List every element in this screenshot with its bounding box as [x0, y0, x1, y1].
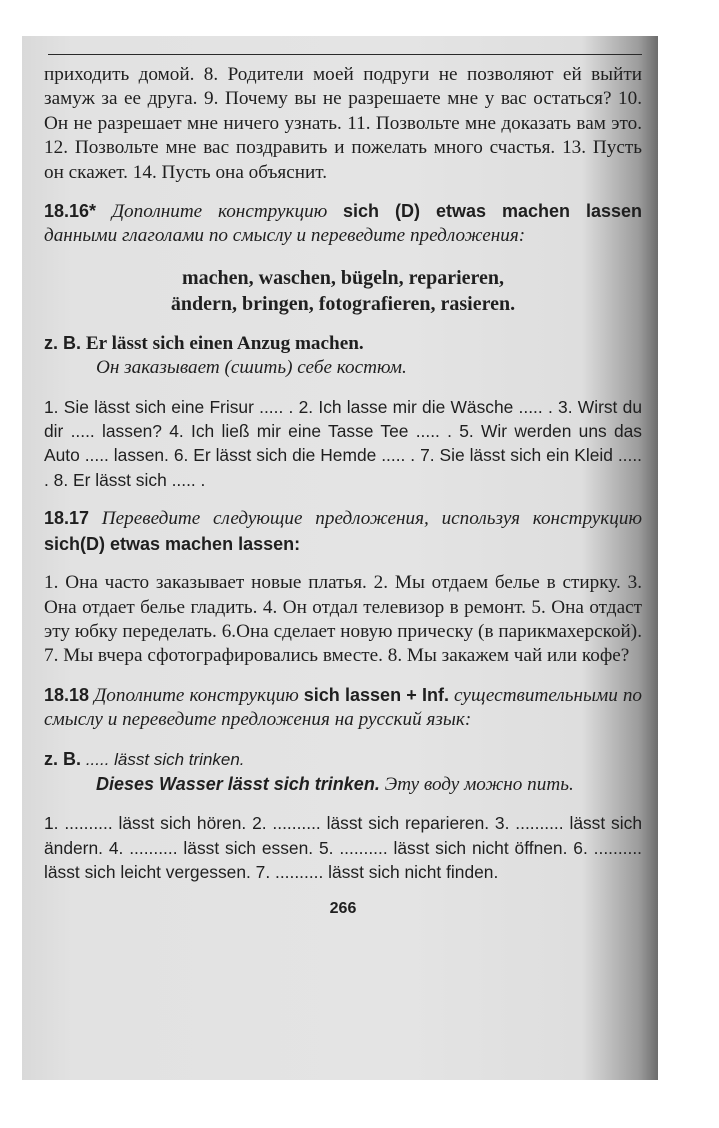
book-page [44, 42, 642, 921]
instruction-part-a: Дополните конструкцию [111, 201, 328, 223]
example-label: z. B. [44, 332, 82, 353]
example-translation: Эту воду можно пить. [384, 773, 574, 795]
exercise-18-16 [44, 199, 642, 492]
verb-list-line-2: ändern, bringen, fotografieren, rasieren. [170, 292, 516, 315]
top-rule [48, 54, 642, 55]
exercise-heading [44, 683, 642, 733]
example-prompt: ..... lässt sich trinken. [85, 749, 245, 769]
exercise-heading [44, 506, 642, 557]
exercise-heading [44, 199, 642, 249]
example-translation: Он заказывает (сшить) себе костюм. [96, 357, 407, 379]
exercise-18-18 [44, 683, 642, 885]
instruction-part-a: Переведите следующие предложения, используя конструкцию [101, 508, 642, 530]
example-label: z. B. [44, 748, 82, 769]
exercise-sentences: 1. Она часто заказывает новые платья. 2. Мы отдаем белье в стирку. 3. Она отдает белье гладить. 4. Он отдал телевизор в ремонт. 5. Она отдаст эту юбку переделать. 6.Она сделает новую прическу (в парикмахерской). 7. Мы вчера сфотографировались вместе. 8. Мы закажем чай или кофе? [44, 572, 642, 667]
example-sentence: Er lässt sich einen Anzug machen. [85, 332, 364, 354]
construction: sich lassen + Inf. [303, 684, 450, 705]
construction: sich (D) etwas machen lassen [343, 201, 642, 222]
example-block [44, 331, 642, 381]
carryover-paragraph: приходить домой. 8. Родители моей подруги не позволяют ей выйти замуж за ее друга. 9. Почему вы не разрешаете мне у вас остаться? 10. Он не разрешает мне ничего узнать. 11. Позвольте мне доказать вам это. 12. Позвольте мне вас поздравить и пожелать много счастья. 13. Пусть он скажет. 14. Пусть она объяснит. [44, 64, 642, 183]
page-number: 266 [329, 899, 357, 917]
example-sentence: Dieses Wasser lässt sich trinken. [96, 773, 380, 794]
instruction-part-b: существительными по смыслу и переведите предложения на русский язык: [44, 684, 643, 731]
verb-list [44, 265, 642, 317]
example-answer [44, 772, 642, 797]
exercise-sentences: 1. Sie lässt sich eine Frisur ..... . 2. Ich lasse mir die Wäsche ..... . 3. Wirst du dir ..... lassen? 4. Ich ließ mir eine Tasse Tee ..... . 5. Wir werden uns das Auto ..... lassen. 6. Er lässt sich die Hemde ..... . 7. Sie lässt sich ein Kleid ..... . 8. Er lässt sich ..... . [44, 396, 642, 490]
exercise-number: 18.16* [44, 201, 97, 222]
exercise-sentences: 1. .......... lässt sich hören. 2. .......... lässt sich reparieren. 3. .......... lässt sich ändern. 4. .......... lässt sich essen. 5. .......... lässt sich nicht öffnen. 6. .......... lässt sich leicht vergessen. 7. .......... lässt sich nicht finden. [44, 813, 642, 883]
construction: sich(D) etwas machen lassen: [44, 533, 301, 554]
exercise-18-17 [44, 506, 642, 668]
instruction-part-b: данными глаголами по смыслу и переведите предложения: [44, 225, 526, 247]
verb-list-line-1: machen, waschen, bügeln, reparieren, [181, 266, 505, 289]
exercise-number: 18.17 [44, 508, 90, 529]
exercise-number: 18.18 [44, 684, 90, 705]
instruction-part-a: Дополните конструкцию [94, 684, 299, 706]
example-block [44, 747, 642, 798]
